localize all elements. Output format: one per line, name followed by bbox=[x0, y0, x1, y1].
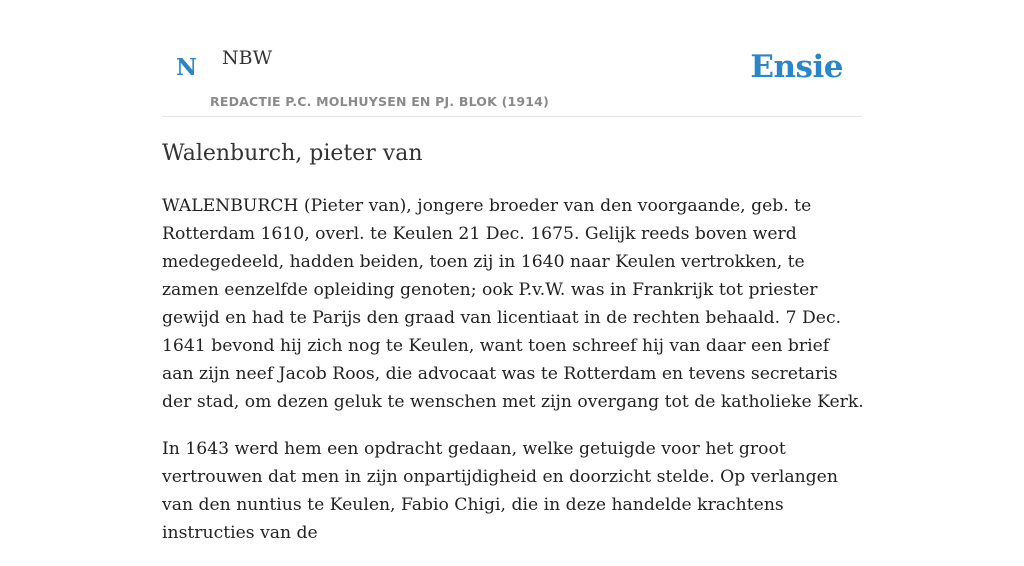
article-body bbox=[162, 192, 864, 566]
article-paragraph-1: WALENBURCH (Pieter van), jongere broeder van den voorgaande, geb. te Rotterdam 1610, overl. te Keulen 21 Dec. 1675. Gelijk reeds boven werd medegedeeld, hadden beiden, toen zij in 1640 naar Keulen vertrokken, te zamen eenzelfde opleiding genoten; ook P.v.W. was in Frankrijk tot priester gewijd en had te Parijs den graad van licentiaat in de rechten behaald. 7 Dec. 1641 bevond hij zich nog te Keulen, want toen schreef hij van daar een brief aan zijn neef Jacob Roos, die advocaat was te Rotterdam en tevens secretaris der stad, om dezen geluk te wenschen met zijn overgang tot de katholieke Kerk. bbox=[162, 196, 864, 412]
article-paragraph-2: In 1643 werd hem een opdracht gedaan, welke getuigde voor het groot vertrouwen dat men in zijn onpartijdigheid en doorzicht stelde. Op verlangen van den nuntius te Keulen, Fabio Chigi, die in deze handelde krachtens instructies van de bbox=[162, 439, 838, 543]
source-name-link[interactable]: NBW bbox=[222, 47, 273, 69]
source-header bbox=[162, 0, 862, 117]
source-logo: N bbox=[176, 54, 198, 81]
brand-logo-link[interactable]: Ensie bbox=[750, 49, 843, 85]
article-title: Walenburch, pieter van bbox=[162, 141, 423, 166]
source-editors: REDACTIE P.C. MOLHUYSEN EN PJ. BLOK (1914) bbox=[210, 94, 549, 109]
